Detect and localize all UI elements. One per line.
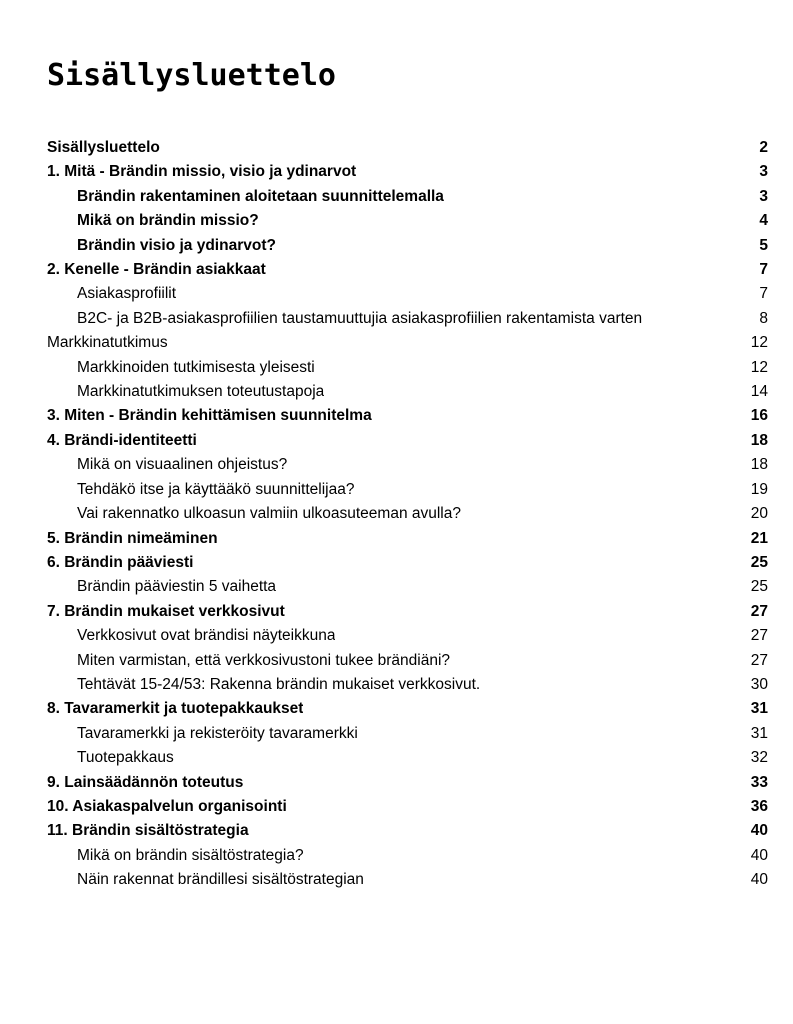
toc-entry <box>47 258 768 282</box>
toc-entry-label: Markkinoiden tutkimisesta yleisesti <box>77 358 315 376</box>
toc-entry-page: 4 <box>759 212 768 230</box>
toc-entry-label: 4. Brändi-identiteetti <box>47 431 197 449</box>
toc-entry-label: Mikä on brändin sisältöstrategia? <box>77 846 304 864</box>
toc-entry-label: B2C- ja B2B-asiakasprofiilien taustamuuttujia asiakasprofiilien rakentamista varten <box>77 309 643 327</box>
toc-entry <box>47 380 768 404</box>
toc-entry <box>47 673 768 697</box>
toc-entry-page: 2 <box>759 139 768 156</box>
toc-entry-page: 12 <box>750 358 768 376</box>
toc-entry <box>47 771 768 795</box>
toc-entry-page: 31 <box>750 700 768 718</box>
toc-entry <box>47 722 768 746</box>
toc-entry <box>47 819 768 843</box>
toc-entry-page: 40 <box>750 822 768 840</box>
toc-entry <box>47 234 768 258</box>
toc-entry-page: 32 <box>750 749 768 767</box>
toc-entry-label: Mikä on visuaalinen ohjeistus? <box>77 456 288 474</box>
toc-entry-page: 27 <box>750 627 768 645</box>
toc-entry-label: 6. Brändin pääviesti <box>47 553 194 571</box>
toc-entry <box>47 136 768 160</box>
toc-entry-page: 27 <box>750 602 768 620</box>
toc-entry-label: 3. Miten - Brändin kehittämisen suunnitelma <box>47 407 372 425</box>
toc-entry <box>47 697 768 721</box>
toc-entry-label: Markkinatutkimuksen toteutustapoja <box>77 383 325 401</box>
toc-entry <box>47 453 768 477</box>
toc-entry-label: 1. Mitä - Brändin missio, visio ja ydinarvot <box>47 163 357 181</box>
toc-entry <box>47 209 768 233</box>
toc-entry-page: 12 <box>750 334 768 352</box>
toc-entry-label: Näin rakennat brändillesi sisältöstrategian <box>77 871 364 889</box>
toc-entry <box>47 356 768 380</box>
toc-entry-label: Vai rakennatko ulkoasun valmiin ulkoasuteeman avulla? <box>77 505 461 523</box>
toc-entry-label: Asiakasprofiilit <box>77 285 177 303</box>
toc-entry-page: 19 <box>750 480 768 498</box>
toc-entry <box>47 746 768 770</box>
toc-entry-page: 5 <box>759 236 768 254</box>
toc-entry-label: Miten varmistan, että verkkosivustoni tukee brändiäni? <box>77 651 451 669</box>
toc-entry-label: Mikä on brändin missio? <box>77 212 259 230</box>
toc-entry-page: 7 <box>759 261 768 279</box>
toc-entry <box>47 575 768 599</box>
toc-entry <box>47 795 768 819</box>
toc-entry-page: 25 <box>750 553 768 571</box>
toc-entry-page: 3 <box>759 163 768 181</box>
toc-entry <box>47 429 768 453</box>
toc-entry <box>47 502 768 526</box>
toc-entry-label: Tehtävät 15-24/53: Rakenna brändin mukaiset verkkosivut. <box>77 675 481 693</box>
toc-entry <box>47 868 768 892</box>
toc-entry-page: 18 <box>750 431 768 449</box>
toc-entry <box>47 282 768 306</box>
toc-entry-page: 36 <box>750 797 768 815</box>
toc-entry-label: Tavaramerkki ja rekisteröity tavaramerkki <box>77 724 358 742</box>
toc-entry-page: 40 <box>750 871 768 889</box>
toc-entry <box>47 478 768 502</box>
toc-entry-page: 40 <box>750 846 768 864</box>
toc-entry-page: 27 <box>750 651 768 669</box>
toc-entry-label: Tuotepakkaus <box>77 749 174 767</box>
toc-entry-page: 21 <box>750 529 768 547</box>
toc-entry <box>47 551 768 575</box>
toc-entry <box>47 649 768 673</box>
toc-entry-label: 7. Brändin mukaiset verkkosivut <box>47 602 285 620</box>
toc-entry <box>47 185 768 209</box>
toc-entry-label: Brändin rakentaminen aloitetaan suunnittelemalla <box>77 187 444 205</box>
toc-entry <box>47 307 768 331</box>
toc-entry-page: 16 <box>750 407 768 425</box>
toc-entry-label: 5. Brändin nimeäminen <box>47 529 218 547</box>
toc-entry <box>47 844 768 868</box>
toc-entry-label: 8. Tavaramerkit ja tuotepakkaukset <box>47 700 304 718</box>
toc-list <box>47 136 768 893</box>
toc-entry-page: 30 <box>750 675 768 693</box>
toc-entry-page: 8 <box>759 309 768 327</box>
toc-entry <box>47 160 768 184</box>
toc-entry-page: 18 <box>750 456 768 474</box>
toc-entry-page: 31 <box>750 724 768 742</box>
toc-entry-label: 11. Brändin sisältöstrategia <box>47 822 249 840</box>
toc-entry-page: 25 <box>750 578 768 596</box>
toc-entry-label: Brändin visio ja ydinarvot? <box>77 236 276 254</box>
page-title: Sisällysluettelo <box>47 58 336 93</box>
toc-entry <box>47 331 768 355</box>
toc-entry-label: Brändin pääviestin 5 vaihetta <box>77 578 277 596</box>
toc-entry-label: 2. Kenelle - Brändin asiakkaat <box>47 261 266 279</box>
toc-entry <box>47 600 768 624</box>
toc-entry-page: 3 <box>759 187 768 205</box>
toc-entry-label: 9. Lainsäädännön toteutus <box>47 773 244 791</box>
toc-entry-page: 20 <box>750 505 768 523</box>
toc-entry <box>47 527 768 551</box>
toc-entry <box>47 624 768 648</box>
toc-entry-page: 14 <box>750 383 768 401</box>
toc-entry-label: Markkinatutkimus <box>47 334 168 352</box>
toc-entry-page: 33 <box>750 773 768 791</box>
toc-entry-label: Tehdäkö itse ja käyttääkö suunnittelijaa? <box>77 480 355 498</box>
toc-entry <box>47 404 768 428</box>
toc-entry-page: 7 <box>759 285 768 303</box>
toc-entry-label: Sisällysluettelo <box>47 139 160 156</box>
toc-entry-label: Verkkosivut ovat brändisi näyteikkuna <box>77 627 336 645</box>
toc-entry-label: 10. Asiakaspalvelun organisointi <box>47 797 287 815</box>
